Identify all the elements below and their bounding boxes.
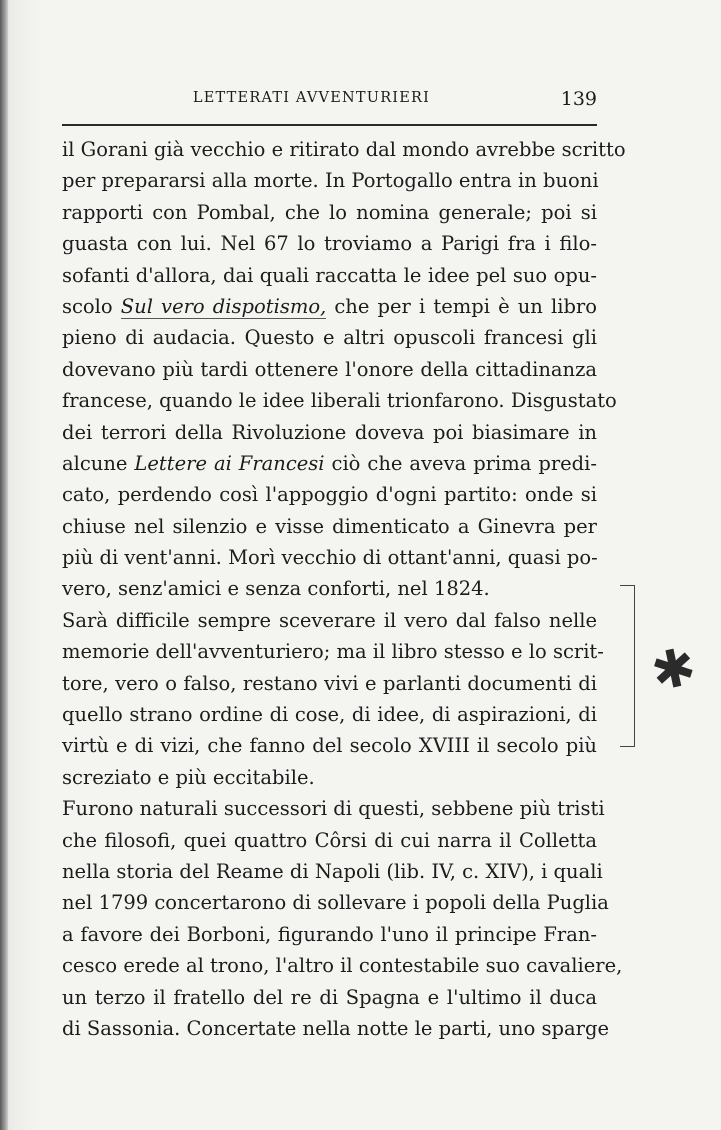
text-segment: scolo xyxy=(62,294,121,318)
text-line: che filosofi, quei quattro Côrsi di cui narra il Colletta xyxy=(62,828,597,852)
text-line: per prepararsi alla morte. In Portogallo entra in buoni xyxy=(62,169,599,193)
text-line xyxy=(62,291,597,322)
page-header xyxy=(62,88,597,118)
text-segment: alcune xyxy=(62,451,135,475)
text-line: Furono naturali successori di questi, sebbene più tristi xyxy=(62,797,605,821)
text-line xyxy=(62,448,597,479)
text-line: sofanti d'allora, dai quali raccatta le idee pel suo opu- xyxy=(62,263,597,287)
page-number: 139 xyxy=(560,88,597,110)
body-text xyxy=(62,134,626,1044)
text-line: cesco erede al trono, l'altro il contestabile suo cavaliere, xyxy=(62,954,623,978)
handwritten-asterisk-icon: ✱ xyxy=(646,636,702,704)
text-line: cato, perdendo così l'appoggio d'ogni partito: onde si xyxy=(62,483,597,507)
text-line: di Sassonia. Concertate nella notte le parti, uno sparge xyxy=(62,1016,610,1040)
text-line: nella storia del Reame di Napoli (lib. IV, c. XIV), i quali xyxy=(62,859,603,883)
text-line: pieno di audacia. Questo e altri opuscoli francesi gli xyxy=(62,326,597,350)
text-line: a favore dei Borboni, figurando l'uno il principe Fran- xyxy=(62,922,597,946)
text-line: nel 1799 concertarono di sollevare i popoli della Puglia xyxy=(62,891,609,915)
text-line: tore, vero o falso, restano vivi e parlanti documenti di xyxy=(62,671,597,695)
text-segment: ciò che aveva prima predi- xyxy=(324,451,597,475)
text-line: quello strano ordine di cose, di idee, di aspirazioni, di xyxy=(62,703,597,727)
text-line: screziato e più eccitabile. xyxy=(62,765,315,789)
text-line: dovevano più tardi ottenere l'onore della cittadinanza xyxy=(62,357,597,381)
text-segment: che per i tempi è un libro xyxy=(326,294,597,318)
text-line: chiuse nel silenzio e visse dimenticato a Ginevra per xyxy=(62,514,597,538)
handwritten-bracket-mark xyxy=(620,585,635,747)
text-line: un terzo il fratello del re di Spagna e l'ultimo il duca xyxy=(62,985,597,1009)
text-line: memorie dell'avventuriero; ma il libro stesso e lo scrit- xyxy=(62,640,604,664)
header-rule xyxy=(62,124,597,126)
text-line: Sarà difficile sempre sceverare il vero dal falso nelle xyxy=(62,608,597,632)
text-line: il Gorani già vecchio e ritirato dal mondo avrebbe scritto xyxy=(62,138,626,161)
book-title-italic: Sul vero dispotismo, xyxy=(120,294,327,318)
running-title: LETTERATI AVVENTURIERI xyxy=(192,90,431,106)
text-line: rapporti con Pombal, che lo nomina generale; poi si xyxy=(62,200,597,224)
text-line: virtù e di vizi, che fanno del secolo XVIII il secolo più xyxy=(62,734,597,758)
text-line: vero, senz'amici e senza conforti, nel 1824. xyxy=(62,577,490,601)
text-line: dei terrori della Rivoluzione doveva poi biasimare in xyxy=(62,420,597,444)
text-line: francese, quando le idee liberali trionfarono. Disgustato xyxy=(62,389,617,413)
text-line: più di vent'anni. Morì vecchio di ottant'anni, quasi po- xyxy=(62,546,598,570)
book-spine-shadow xyxy=(0,0,8,1130)
book-title-italic: Lettere ai Francesi xyxy=(134,451,325,475)
text-line: guasta con lui. Nel 67 lo troviamo a Parigi fra i filo- xyxy=(62,232,597,256)
